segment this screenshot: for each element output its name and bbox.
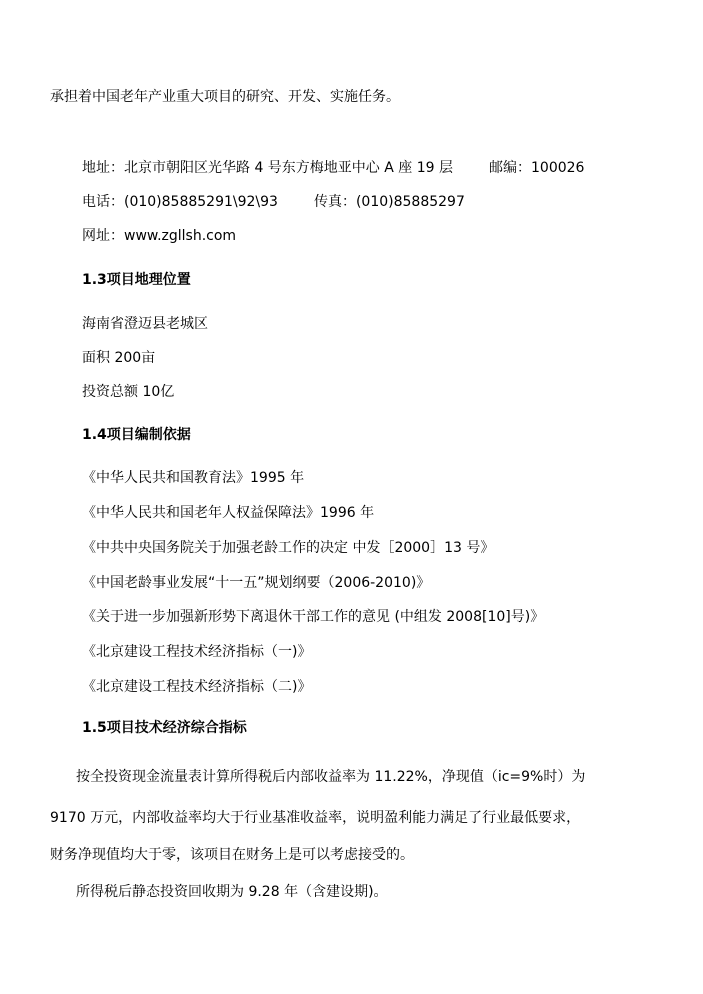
basis-item: 《北京建设工程技术经济指标（一)》 [82, 644, 312, 660]
project-investment: 投资总额 10亿 [82, 384, 175, 400]
basis-item: 《中国老龄事业发展“十一五”规划纲要（2006-2010)》 [82, 575, 431, 591]
basis-item: 《关于进一步加强新形势下离退休干部工作的意见 (中组发 2008[10]号)》 [82, 609, 545, 625]
project-area: 面积 200亩 [82, 350, 156, 366]
address-value: 北京市朝阳区光华路 4 号东方梅地亚中心 A 座 19 层 [124, 160, 453, 176]
intro-text: 承担着中国老年产业重大项目的研究、开发、实施任务。 [50, 89, 400, 105]
website-value: www.zgllsh.com [124, 228, 237, 244]
project-location: 海南省澄迈县老城区 [82, 316, 208, 332]
indicator-paragraph-line-3: 财务净现值均大于零，该项目在财务上是可以考虑接受的。 [50, 847, 414, 863]
phone-label: 电话： [82, 194, 124, 210]
basis-item: 《中共中央国务院关于加强老龄工作的决定 中发［2000］13 号》 [82, 540, 495, 556]
phone-value: (010)85885291\92\93 [124, 194, 278, 210]
section-1-4-heading: 1.4项目编制依据 [82, 427, 191, 443]
address-label: 地址： [82, 160, 124, 176]
indicator-paragraph-line-2: 9170 万元，内部收益率均大于行业基准收益率，说明盈利能力满足了行业最低要求， [50, 810, 581, 826]
section-1-3-heading: 1.3项目地理位置 [82, 272, 191, 288]
basis-item: 《中华人民共和国教育法》1995 年 [82, 470, 305, 486]
fax-value: (010)85885297 [355, 194, 465, 210]
postcode-value: 100026 [531, 160, 585, 176]
postcode-label: 邮编： [489, 160, 531, 176]
section-1-5-heading: 1.5项目技术经济综合指标 [82, 720, 247, 736]
payback-paragraph: 所得税后静态投资回收期为 9.28 年（含建设期)。 [76, 884, 388, 900]
website-line [82, 226, 236, 246]
address-line [82, 158, 584, 178]
website-label: 网址： [82, 228, 124, 244]
indicator-paragraph-line-1: 按全投资现金流量表计算所得税后内部收益率为 11.22%，净现值（ic=9%时）为 [76, 769, 586, 785]
basis-item: 《北京建设工程技术经济指标（二)》 [82, 679, 312, 695]
phone-line [82, 192, 465, 212]
fax-label: 传真： [313, 194, 356, 210]
basis-item: 《中华人民共和国老年人权益保障法》1996 年 [82, 505, 375, 521]
